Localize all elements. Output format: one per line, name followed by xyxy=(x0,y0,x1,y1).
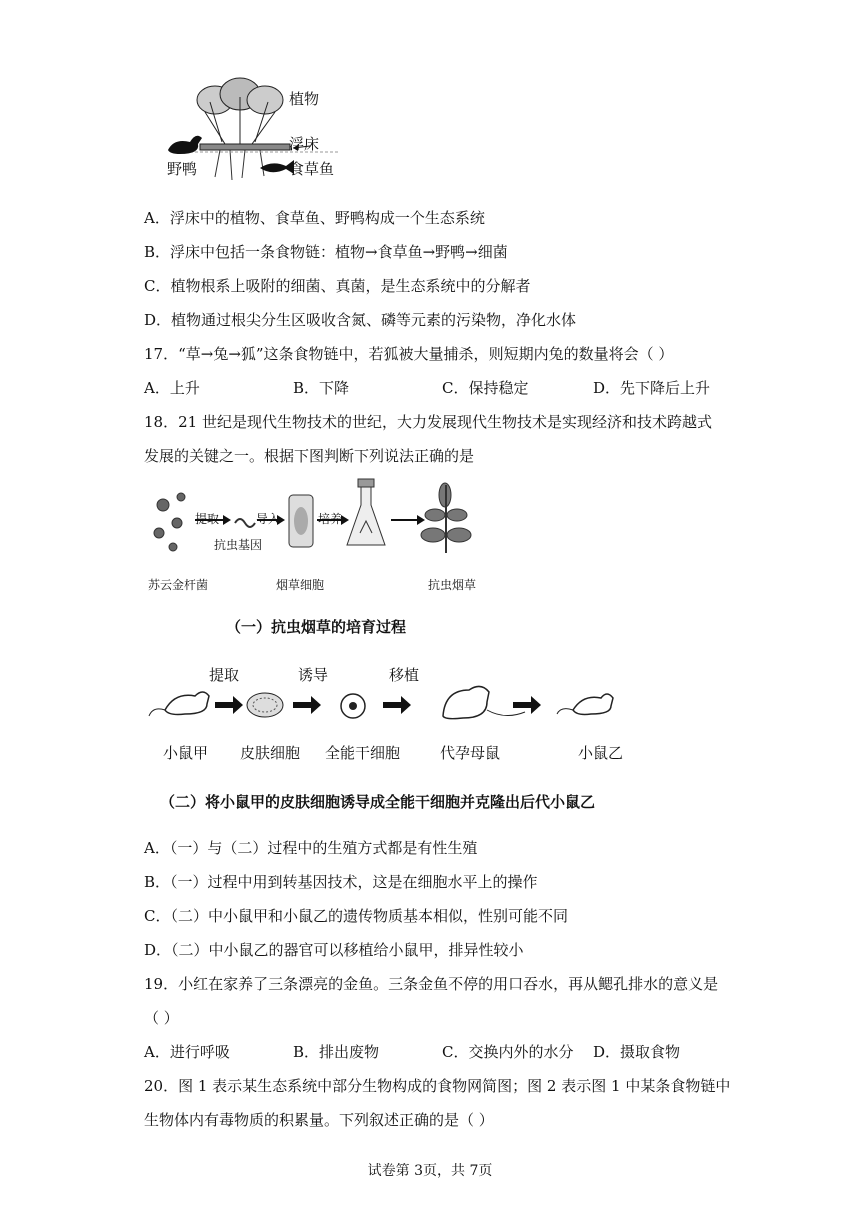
q19-option-d: D．摄取食物 xyxy=(593,1043,681,1061)
q19-option-a: A．进行呼吸 xyxy=(144,1043,230,1061)
q19-stem-line-1: 19．小红在家养了三条漂亮的金鱼。三条金鱼不停的用口吞水，再从鳃孔排水的意义是 xyxy=(144,975,719,993)
q18-option-d: D．（二）中小鼠乙的器官可以移植给小鼠甲，排异性较小 xyxy=(144,941,524,959)
fig2-extract-label: 提取 xyxy=(209,666,240,684)
fig1-gene-label: 抗虫基因 xyxy=(214,538,263,552)
fig2-transplant-label: 移植 xyxy=(389,666,420,684)
q16-option-c: C．植物根系上吸附的细菌、真菌，是生态系统中的分解者 xyxy=(144,277,531,295)
fig2-surrogate-label: 代孕母鼠 xyxy=(440,744,501,762)
fig1-result-label: 抗虫烟草 xyxy=(428,578,477,592)
q19-option-c: C．交换内外的水分 xyxy=(442,1043,574,1061)
fig1-culture-label: 培养 xyxy=(318,512,343,526)
fig1-caption: （一）抗虫烟草的培育过程 xyxy=(226,618,407,636)
page-footer: 试卷第 3页，共 7页 xyxy=(367,1163,493,1179)
q18-option-a: A．（一）与（二）过程中的生殖方式都是有性生殖 xyxy=(144,839,478,857)
q16-option-a: A．浮床中的植物、食草鱼、野鸭构成一个生态系统 xyxy=(144,209,485,227)
q18-stem-line-2: 发展的关键之一。根据下图判断下列说法正确的是 xyxy=(144,447,475,465)
q17-option-d: D．先下降后上升 xyxy=(593,379,711,397)
fig1-extract-label: 提取 xyxy=(195,512,220,526)
fig2-stem-cell-label: 全能干细胞 xyxy=(325,744,401,762)
fig2-mouse-a-label: 小鼠甲 xyxy=(163,744,209,762)
fig1-cell-label: 烟草细胞 xyxy=(276,578,325,592)
fig2-mouse-b-label: 小鼠乙 xyxy=(578,744,624,762)
q18-option-c: C．（二）中小鼠甲和小鼠乙的遗传物质基本相似，性别可能不同 xyxy=(144,907,568,925)
q20-stem-line-2: 生物体内有毒物质的积累量。下列叙述正确的是（ ） xyxy=(144,1111,494,1129)
duck-label: 野鸭 xyxy=(167,160,198,178)
q20-stem-line-1: 20．图 1 表示某生态系统中部分生物构成的食物网简图；图 2 表示图 1 中某条食物链中 xyxy=(144,1077,731,1095)
q17-option-b: B．下降 xyxy=(293,379,350,397)
plant-label: 植物 xyxy=(289,90,320,108)
q17-stem: 17．“草→兔→狐”这条食物链中，若狐被大量捕杀，则短期内兔的数量将会（ ） xyxy=(144,345,674,363)
q18-option-b: B．（一）过程中用到转基因技术，这是在细胞水平上的操作 xyxy=(144,873,538,891)
fish-label: 食草鱼 xyxy=(289,160,335,178)
fig1-import-label: 导入 xyxy=(256,512,281,526)
fig2-skin-label: 皮肤细胞 xyxy=(240,744,301,762)
q18-stem-line-1: 18．21 世纪是现代生物技术的世纪，大力发展现代生物技术是实现经济和技术跨越式 xyxy=(144,413,712,431)
q19-option-b: B．排出废物 xyxy=(293,1043,380,1061)
q17-option-c: C．保持稳定 xyxy=(442,379,529,397)
float-bed-label: 浮床 xyxy=(289,135,320,153)
q16-option-d: D．植物通过根尖分生区吸收含氮、磷等元素的污染物，净化水体 xyxy=(144,311,577,329)
q19-stem-line-2: （ ） xyxy=(144,1009,179,1027)
q17-option-a: A．上升 xyxy=(144,379,200,397)
q16-option-b: B．浮床中包括一条食物链：植物→食草鱼→野鸭→细菌 xyxy=(144,243,508,261)
fig2-caption: （二）将小鼠甲的皮肤细胞诱导成全能干细胞并克隆出后代小鼠乙 xyxy=(160,793,596,811)
fig2-induce-label: 诱导 xyxy=(298,666,329,684)
fig1-bacteria-label: 苏云金杆菌 xyxy=(148,578,209,592)
